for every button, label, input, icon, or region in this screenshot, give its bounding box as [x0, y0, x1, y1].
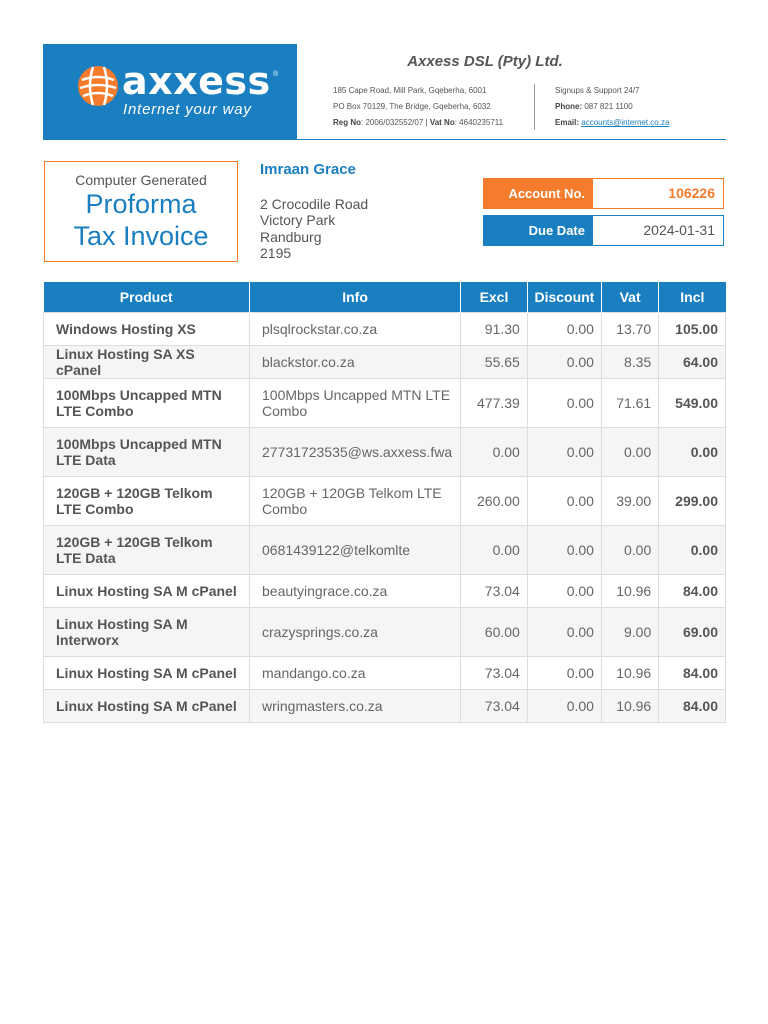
incl-cell: 84.00: [659, 657, 726, 690]
product-cell: Linux Hosting SA XS cPanel: [44, 346, 250, 379]
logo-tagline: Internet your way: [123, 101, 252, 118]
table-row: [44, 608, 726, 657]
table-row: [44, 526, 726, 575]
phone-value: 087 821 1100: [582, 102, 633, 111]
incl-cell: 549.00: [659, 379, 726, 428]
support-text: Signups & Support 24/7: [555, 86, 640, 95]
logo-registered-mark: ®: [273, 71, 279, 78]
reg-value: : 2006/032552/07 |: [361, 118, 428, 127]
vat-cell: 10.96: [601, 690, 658, 723]
account-number-box: [483, 178, 724, 209]
discount-cell: 0.00: [527, 690, 601, 723]
account-number-value: 106226: [593, 179, 723, 208]
customer-address-line: Randburg: [260, 229, 322, 245]
registration-line: [333, 115, 503, 131]
column-header-vat: Vat: [601, 282, 658, 313]
header-divider: [534, 84, 535, 130]
customer-address-line: 2 Crocodile Road: [260, 196, 369, 212]
discount-cell: 0.00: [527, 313, 601, 346]
vat-cell: 8.35: [601, 346, 658, 379]
excl-cell: 91.30: [461, 313, 528, 346]
column-header-info: Info: [250, 282, 461, 313]
discount-cell: 0.00: [527, 428, 601, 477]
column-header-discount: Discount: [527, 282, 601, 313]
address-line-2: PO Box 70129, The Bridge, Gqeberha, 6032: [333, 102, 491, 111]
table-row: [44, 346, 726, 379]
address-line-1: 185 Cape Road, Mill Park, Gqeberha, 6001: [333, 86, 487, 95]
vat-cell: 0.00: [601, 428, 658, 477]
excl-cell: 73.04: [461, 690, 528, 723]
due-date-box: [483, 215, 724, 246]
info-cell: 0681439122@telkomlte: [250, 526, 461, 575]
title-subheading: Computer Generated: [75, 172, 207, 188]
discount-cell: 0.00: [527, 608, 601, 657]
column-header-incl: Incl: [659, 282, 726, 313]
excl-cell: 0.00: [461, 526, 528, 575]
company-contact-block: [555, 83, 669, 131]
discount-cell: 0.00: [527, 379, 601, 428]
table-row: [44, 690, 726, 723]
info-cell: crazysprings.co.za: [250, 608, 461, 657]
discount-cell: 0.00: [527, 477, 601, 526]
info-cell: wringmasters.co.za: [250, 690, 461, 723]
product-cell: Linux Hosting SA M Interworx: [44, 608, 250, 657]
discount-cell: 0.00: [527, 526, 601, 575]
incl-cell: 0.00: [659, 428, 726, 477]
document-title-box: [44, 161, 238, 262]
excl-cell: 60.00: [461, 608, 528, 657]
product-cell: Linux Hosting SA M cPanel: [44, 575, 250, 608]
title-line-2: Tax Invoice: [73, 221, 209, 251]
email-line: [555, 115, 669, 131]
product-cell: Linux Hosting SA M cPanel: [44, 690, 250, 723]
table-row: [44, 313, 726, 346]
email-link[interactable]: accounts@internet.co.za: [581, 118, 670, 127]
info-cell: blackstor.co.za: [250, 346, 461, 379]
invoice-items-table: [43, 282, 726, 723]
phone-label: Phone:: [555, 102, 583, 111]
excl-cell: 260.00: [461, 477, 528, 526]
product-cell: 100Mbps Uncapped MTN LTE Combo: [44, 379, 250, 428]
incl-cell: 299.00: [659, 477, 726, 526]
due-date-label: Due Date: [484, 216, 593, 245]
product-cell: 100Mbps Uncapped MTN LTE Data: [44, 428, 250, 477]
title-line-1: Proforma: [85, 189, 197, 219]
info-cell: 120GB + 120GB Telkom LTE Combo: [250, 477, 461, 526]
incl-cell: 84.00: [659, 575, 726, 608]
product-cell: 120GB + 120GB Telkom LTE Combo: [44, 477, 250, 526]
vat-cell: 0.00: [601, 526, 658, 575]
incl-cell: 69.00: [659, 608, 726, 657]
product-cell: 120GB + 120GB Telkom LTE Data: [44, 526, 250, 575]
due-date-value: 2024-01-31: [593, 216, 723, 245]
incl-cell: 0.00: [659, 526, 726, 575]
vat-value: : 4640235711: [454, 118, 504, 127]
table-row: [44, 575, 726, 608]
incl-cell: 84.00: [659, 690, 726, 723]
vat-cell: 10.96: [601, 657, 658, 690]
discount-cell: 0.00: [527, 657, 601, 690]
table-row: [44, 477, 726, 526]
product-cell: Windows Hosting XS: [44, 313, 250, 346]
column-header-excl: Excl: [461, 282, 528, 313]
table-row: [44, 428, 726, 477]
info-cell: 100Mbps Uncapped MTN LTE Combo: [250, 379, 461, 428]
incl-cell: 64.00: [659, 346, 726, 379]
column-header-product: Product: [44, 282, 250, 313]
excl-cell: 477.39: [461, 379, 528, 428]
info-cell: plsqlrockstar.co.za: [250, 313, 461, 346]
excl-cell: 55.65: [461, 346, 528, 379]
phone-line: [555, 99, 669, 115]
company-logo: [43, 44, 297, 140]
customer-address-line: Victory Park: [260, 212, 336, 228]
vat-label: Vat No: [429, 118, 455, 127]
excl-cell: 73.04: [461, 657, 528, 690]
company-address-block: [333, 83, 503, 131]
table-row: [44, 657, 726, 690]
table-header-row: [44, 282, 726, 313]
info-cell: mandango.co.za: [250, 657, 461, 690]
discount-cell: 0.00: [527, 575, 601, 608]
vat-cell: 39.00: [601, 477, 658, 526]
header-underline: [297, 139, 726, 140]
vat-cell: 13.70: [601, 313, 658, 346]
logo-wordmark: axxess: [122, 59, 271, 103]
vat-cell: 71.61: [601, 379, 658, 428]
customer-name: Imraan Grace: [260, 161, 356, 178]
excl-cell: 0.00: [461, 428, 528, 477]
account-number-label: Account No.: [484, 179, 593, 208]
globe-logo-icon: [76, 64, 120, 108]
customer-address-line: 2195: [260, 245, 292, 261]
info-cell: beautyingrace.co.za: [250, 575, 461, 608]
product-cell: Linux Hosting SA M cPanel: [44, 657, 250, 690]
discount-cell: 0.00: [527, 346, 601, 379]
table-row: [44, 379, 726, 428]
info-cell: 27731723535@ws.axxess.fwa: [250, 428, 461, 477]
email-label: Email:: [555, 118, 580, 127]
company-name: Axxess DSL (Pty) Ltd.: [407, 53, 563, 70]
excl-cell: 73.04: [461, 575, 528, 608]
reg-label: Reg No: [333, 118, 361, 127]
vat-cell: 10.96: [601, 575, 658, 608]
vat-cell: 9.00: [601, 608, 658, 657]
incl-cell: 105.00: [659, 313, 726, 346]
